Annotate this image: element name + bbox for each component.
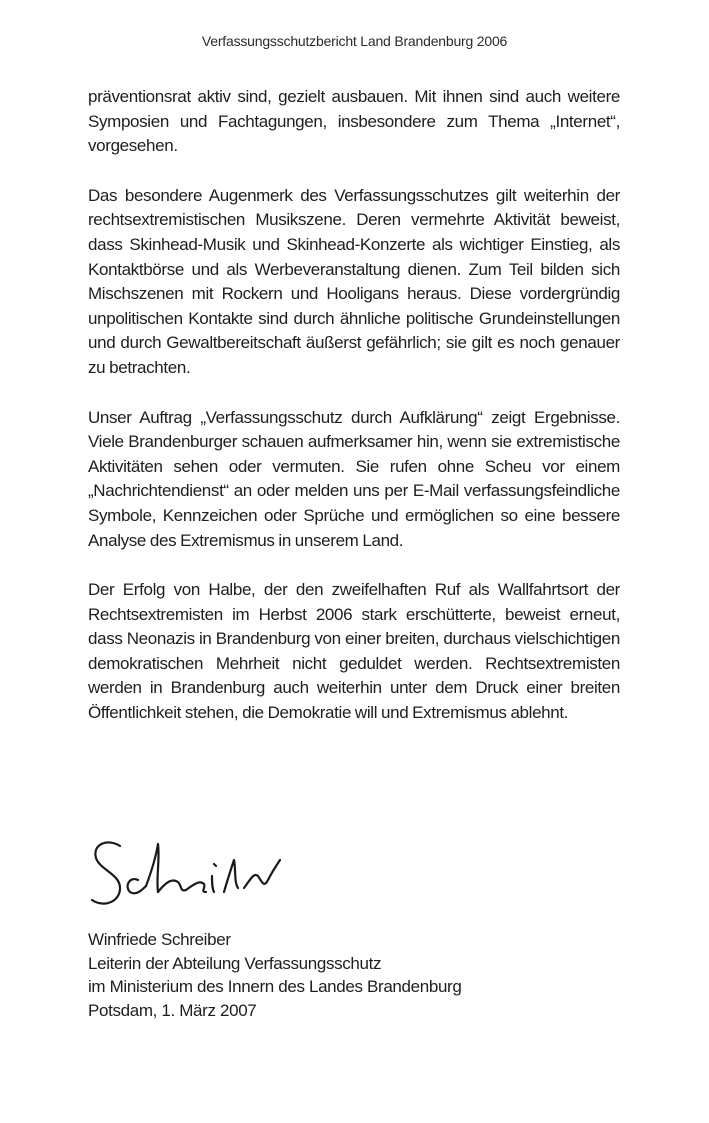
body-text: [88, 85, 620, 751]
signature-block: [88, 928, 648, 1022]
paragraph-music-scene: Das besondere Augenmerk des Verfassungsschutzes gilt weiterhin der rechtsextremistischen Musikszene. Deren vermehrte Aktivität beweist, dass Skinhead-Musik und Skinhead-Konzerte als wichtiger Einstieg, als Kontaktbörse und als Werbeveranstaltung dienen. Zum Teil bilden sich Mischszenen mit Rockern und Hooligans heraus. Diese vordergründig unpolitischen Kontakte sind durch ähnliche politische Grundeinstellungen und durch Gewaltbereitschaft äußerst gefährlich; sie gilt es noch genauer zu betrachten.: [88, 185, 620, 377]
signatory-role: Leiterin der Abteilung Verfassungsschutz: [88, 953, 382, 973]
signatory-name: Winfriede Schreiber: [88, 930, 231, 949]
running-header: Verfassungsschutzbericht Land Brandenburg 2006: [201, 33, 508, 49]
paragraph-prevention: präventionsrat aktiv sind, gezielt ausbauen. Mit ihnen sind auch weitere Symposien und Fachtagungen, insbesondere zum Thema „Internet“, vorgesehen.: [88, 87, 620, 156]
paragraph-enlightenment: Unser Auftrag „Verfassungsschutz durch Aufklärung“ zeigt Ergebnisse. Viele Brandenburger schauen aufmerksamer hin, wenn sie extremistische Aktivitäten sehen oder vermuten. Sie rufen ohne Scheu vor einem „Nachrichtendienst“ an oder melden uns per E-Mail verfassungsfeindliche Symbole, Kennzeichen oder Sprüche und ermöglichen so eine bessere Analyse des Extremismus in unserem Land.: [88, 407, 620, 550]
handwritten-signature: [86, 830, 316, 925]
place-and-date: Potsdam, 1. März 2007: [88, 1000, 257, 1020]
paragraph-halbe: Der Erfolg von Halbe, der den zweifelhaften Ruf als Wallfahrtsort der Rechtsextremisten im Herbst 2006 stark erschütterte, beweist erneut, dass Neonazis in Brandenburg von einer breiten, durchaus vielschichtigen demokratischen Mehrheit nicht geduldet werden. Rechtsextremisten werden in Brandenburg auch weiterhin unter dem Druck einer breiten Öffentlichkeit stehen, die Demokratie will und Extremismus ablehnt.: [88, 580, 620, 723]
signatory-ministry: im Ministerium des Innern des Landes Brandenburg: [88, 977, 462, 996]
